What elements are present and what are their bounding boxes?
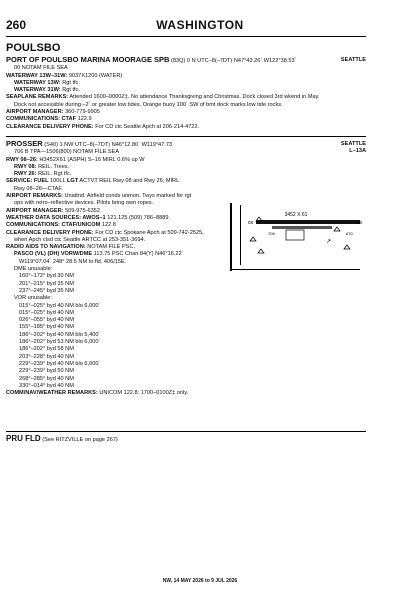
sectional-label: SEATTLE [340,57,366,63]
radio-aids-label: RADIO AIDS TO NAVIGATION: [6,244,86,251]
sectional-name: SEATTLE [340,141,366,147]
vor-item: 229°–239° byd 50 NM [19,368,74,375]
unicom-value: 122.8 [101,222,116,229]
clearance-label: CLEARANCE DELIVERY PHONE: [6,123,94,130]
runway-08-26 [256,220,360,224]
vor-item: 186°–202° byd 53 NM blo 6,000´ [19,339,101,346]
airport-name: PRU FLD [6,434,41,443]
clearance-value: For CD ctc Seattle Apch at 206-214-4722. [95,123,200,130]
ww13-label: WATERWAY 13W: [14,79,61,86]
comm-nav-label: COMM/NAV/WEATHER REMARKS: [6,390,98,397]
weather-value: 121.125 (509) 786–8889. [107,214,171,221]
manager-phone: 509-975-6352 [65,207,100,214]
state-title: WASHINGTON [156,18,244,32]
vor-item: 155°–185° byd 40 NM [19,324,74,331]
remarks-1: Unattnd. Airfield conds unmon. Twys marked for rgt [64,193,192,200]
diagram-glyph: ↗ [326,239,332,245]
airport-name: PROSSER [6,139,43,148]
elevation-706: 706 [268,231,275,236]
ww31-value: Rgt tfc. [62,87,80,94]
service-label: SERVICE: [6,178,33,185]
weather-label: WEATHER DATA SOURCES: AWOS–1 [6,214,106,221]
notam-line: 00 NOTAM FILE SEA [14,65,68,72]
vor-item: 186°–202° byd 58 NM [19,346,74,353]
radio-aids-value: NOTAM FILE PSC. [87,244,135,251]
apron [286,230,304,240]
comm-label: COMMUNICATIONS: CTAF/UNICOM [6,222,101,229]
clearance-label: CLEARANCE DELIVERY PHONE: [6,229,94,236]
fuel-label: FUEL [33,178,49,185]
lgt-label: LGT [66,178,79,185]
vor-unusable-heading: VOR unusable: [14,295,52,302]
vor-item: 015°–025° byd 40 NM [19,309,74,316]
manager-phone: 360-779-9905 [65,109,100,116]
entry-separator [6,136,366,137]
taxiway [272,226,332,229]
vor-item: 026°–055° byd 40 NM [19,317,74,324]
vor-item: 229°–239° byd 40 NM blo 6,000´ [19,360,101,367]
runway-label: RWY 08–26: [6,156,38,163]
clearance-value-1: For CD ctc Spokane Apch at 509-742-2525, [95,229,204,236]
vor-item: 186°–202° byd 40 NM blo 5,400´ [19,331,101,338]
elevation-670: 670 [346,231,353,236]
vor-item: 268°–285° byd 40 NM [19,375,74,382]
elevation-line: 706 B TPA—1506(800) NOTAM FILE SEA [14,149,120,156]
runway-end-26: 26 [356,220,362,225]
diagram-border-bottom [230,269,360,270]
clearance-value-2: when Apch clsd ctc Seattle ARTCC at 253-351-3694. [14,236,146,243]
remarks-label: AIRPORT REMARKS: [6,193,63,200]
header-rule [6,36,366,37]
footer-effective-dates: NW, 14 MAY 2026 to 9 JUL 2026 [162,578,238,584]
waterway-label: WATERWAY 13W–31W: [6,72,68,79]
seaplane-remarks-1: Attended 1600–0000Z‡. No attendance Thanksgiving and Christmas. Dock closed 3rd wkend in May. [69,94,320,101]
airport-id-coords: (83Q) 0 N UTC–8(–7DT) N47°43.26´ W122°38.53´ [171,58,297,64]
dme-item: 201°–215° byd 35 NM [19,280,74,287]
comm-nav-value: UNICOM 122.8: 1700–0100Z‡ only. [99,390,189,397]
dme-item: 160°–172° byd 30 NM [19,273,74,280]
diagram-border-left [230,203,232,271]
dme-item: 237°–245° byd 35 NM [19,287,74,294]
cross-reference: (See RITZVILLE on page 267) [42,437,118,443]
pru-fld-entry [6,434,118,443]
vor-item: 203°–228° byd 40 NM [19,353,74,360]
seaplane-label: SEAPLANE REMARKS: [6,94,69,101]
manager-label: AIRPORT MANAGER: [6,207,64,214]
airport-name: PORT OF POULSBO MARINA MOORAGE SPB [6,55,170,64]
ww31-label: WATERWAY 31W: [14,87,61,94]
comm-label: COMMUNICATIONS: CTAF [6,116,77,123]
sectional-label [341,141,366,155]
waterway-value: 9037X1200 (WATER) [68,72,123,79]
fuel-value: 100LL [50,178,66,185]
remarks-2: ops with retro–reflective devices. Pilots bring own ropes. [14,200,154,207]
ww13-value: Rgt tfc. [62,79,80,86]
runway-length-label: 3452 X 61 [284,212,308,218]
vor-item: 015°–025° byd 40 NM blo 6,000´ [19,302,101,309]
runway-end-08: 08 [248,220,254,225]
pasco-value: 113.75 PSC Chan 84(Y) N46°16.22´ [93,251,184,258]
chart-ref: L–13A [349,148,366,154]
seaplane-remarks-2: Dock not accessible during –2´ or greater low tides. Orange buoy 100´ SW of bmt dock marks low tide rocks. [14,101,283,108]
pasco-value-2: W119°07.04´ 248° 28.5 NM to fld. 406/15E. [19,258,127,265]
approach-marker-line [240,205,241,265]
page-number: 260 [6,18,27,32]
rwy26-label: RWY 26: [14,171,37,178]
city-name: POULSBO [6,42,61,54]
poulsbo-spb-entry [6,56,366,131]
rwy08-value: REIL. Trees. [38,163,70,170]
ctaf-value: 122.9 [77,116,92,123]
lgt-value: ACTVT REIL Rwy 08 and Rwy 26; MIRL [79,178,180,185]
page-header [0,0,400,42]
entry-separator [6,431,366,432]
lgt-value-2: Rwy 08–26—CTAF. [14,185,63,192]
runway-value: H3452X61 (ASPH) S–16 MIRL 0.6% up W [39,156,145,163]
airport-id-coords: (S40) 1 NW UTC–8(–7DT) N46°12.80´ W119°47.73´ [44,142,174,148]
dme-unusable-heading: DME unusable: [14,266,53,273]
pasco-label: PASCO (VL) (DH) VORW/DME [14,251,93,258]
rwy26-value: REIL. Rgt tfc. [38,171,72,178]
vor-item: 330°–014° byd 40 NM [19,382,74,389]
airport-diagram [226,201,366,273]
manager-label: AIRPORT MANAGER: [6,109,64,116]
rwy08-label: RWY 08: [14,163,37,170]
